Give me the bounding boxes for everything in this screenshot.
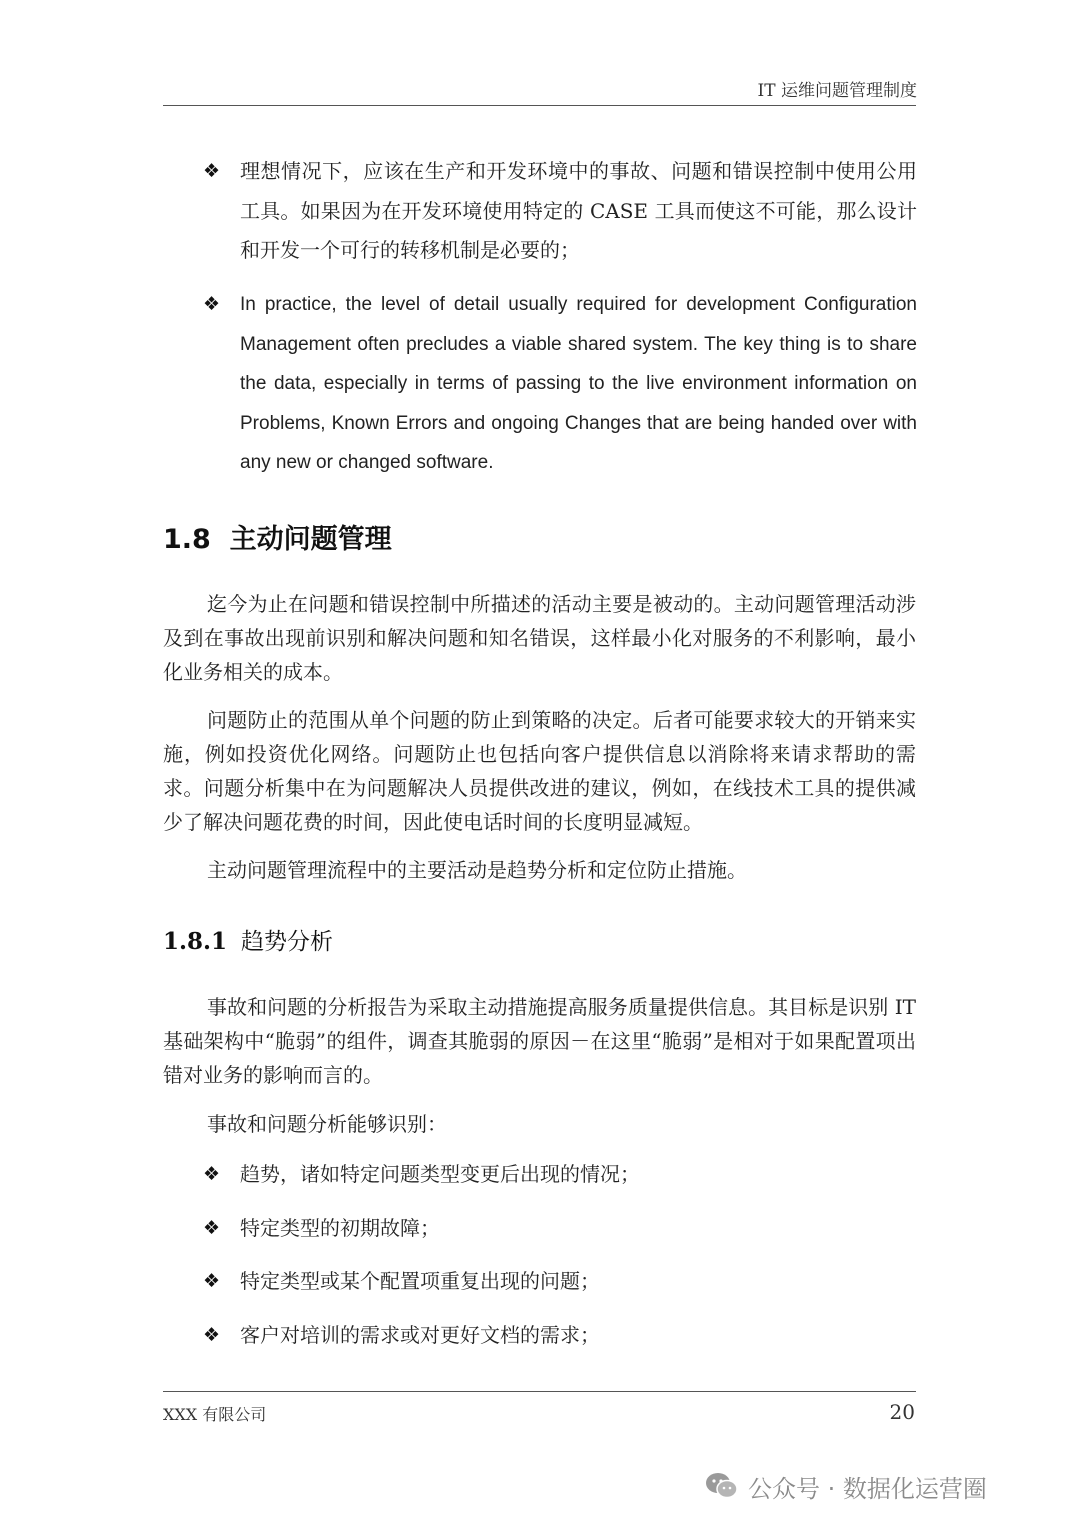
bullet-diamond-icon: ❖ — [203, 160, 221, 182]
bullet-item — [203, 285, 917, 483]
bullet-item — [203, 1209, 917, 1249]
bullet-item — [203, 1155, 917, 1195]
bullet-text: 特定类型的初期故障； — [240, 1216, 440, 1240]
bullet-item — [203, 1262, 917, 1302]
bullet-diamond-icon: ❖ — [203, 1270, 221, 1292]
bullet-text: 特定类型或某个配置项重复出现的问题； — [240, 1269, 600, 1293]
footer-company: XXX 有限公司 — [163, 1405, 267, 1424]
bullet-item — [203, 1316, 917, 1356]
section-heading — [163, 517, 392, 556]
bullet-diamond-icon: ❖ — [203, 1324, 221, 1346]
bullet-text: 趋势，诸如特定问题类型变更后出现的情况； — [240, 1162, 640, 1186]
page-header-title: IT 运维问题管理制度 — [757, 81, 917, 101]
paragraph: 事故和问题的分析报告为采取主动措施提高服务质量提供信息。其目标是识别 IT 基础架构中“脆弱”的组件，调查其脆弱的原因－在这里“脆弱”是相对于如果配置项出错对业务的影响而言的。 — [163, 995, 916, 1087]
wechat-icon — [704, 1471, 740, 1501]
paragraph: 问题防止的范围从单个问题的防止到策略的决定。后者可能要求较大的开销来实施，例如投资优化网络。问题防止也包括向客户提供信息以消除将来请求帮助的需求。问题分析集中在为问题解决人员提供改进的建议，例如，在线技术工具的提供减少了解决问题花费的时间，因此使电话时间的长度明显减短。 — [163, 708, 916, 834]
paragraph: 迄今为止在问题和错误控制中所描述的活动主要是被动的。主动问题管理活动涉及到在事故出现前识别和解决问题和知名错误，这样最小化对服务的不利影响，最小化业务相关的成本。 — [163, 592, 916, 684]
paragraph: 主动问题管理流程中的主要活动是趋势分析和定位防止措施。 — [207, 858, 747, 882]
paragraph: 事故和问题分析能够识别： — [207, 1112, 447, 1136]
subsection-number: 1.8.1 — [163, 928, 228, 955]
watermark — [704, 1466, 987, 1506]
bullet-text: 理想情况下，应该在生产和开发环境中的事故、问题和错误控制中使用公用工具。如果因为在开发环境使用特定的 CASE 工具而使这不可能，那么设计和开发一个可行的转移机制是必要的； — [240, 159, 917, 262]
bullet-text: 客户对培训的需求或对更好文档的需求； — [240, 1323, 600, 1347]
bullet-diamond-icon: ❖ — [203, 1163, 221, 1185]
bullet-diamond-icon: ❖ — [203, 293, 221, 315]
bullet-item — [203, 152, 917, 271]
header-divider — [163, 105, 916, 106]
subsection-heading — [163, 923, 333, 956]
subsection-title: 趋势分析 — [241, 929, 334, 955]
watermark-text: 公众号 · 数据化运营圈 — [748, 1474, 987, 1503]
footer-divider — [163, 1391, 916, 1392]
section-number: 1.8 — [163, 524, 211, 555]
bullet-diamond-icon: ❖ — [203, 1217, 221, 1239]
section-title: 主动问题管理 — [229, 524, 392, 555]
page-number: 20 — [889, 1400, 915, 1424]
bullet-text: In practice, the level of detail usually required for development Configuration Management often precludes a viable shared system. The key thing is to share the data, especially in terms of passing to the live environment information on Problems, Known Errors and ongoing Changes that are being handed over with any new or changed software. — [240, 294, 917, 473]
